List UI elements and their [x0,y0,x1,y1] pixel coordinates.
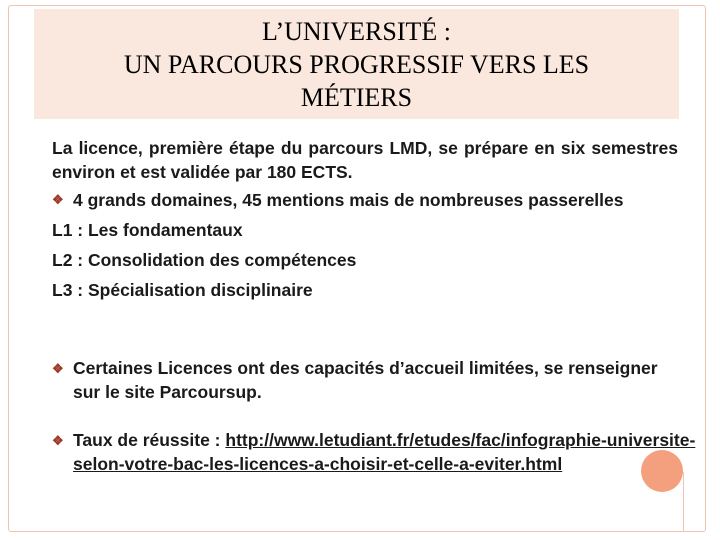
title-line-2: UN PARCOURS PROGRESSIF VERS LES [123,50,590,79]
levels-list [52,218,678,302]
decorative-circle [641,450,683,492]
capacity-text: Certaines Licences ont des capacités d’accueil limitées, se renseigner sur le site Parcoursup. [73,358,658,402]
level-l3: L3 : Spécialisation disciplinaire [52,280,313,300]
decorative-line [683,472,684,532]
slide-title [34,15,679,114]
diamond-bullet-icon: ❖ [52,192,64,207]
intro-paragraph: La licence, première étape du parcours LMD, se prépare en six semestres environ et est validée par 180 ECTS. [52,138,678,182]
domains-bullet [52,188,678,212]
level-l1: L1 : Les fondamentaux [52,220,243,240]
success-rate-link[interactable]: http://www.letudiant.fr/etudes/fac/infographie-universite-selon-votre-bac-les-licences-a-choisir-et-celle-a-eviter.html [73,430,696,474]
success-rate-label: Taux de réussite : [73,430,226,450]
title-box [34,9,679,119]
slide-body [52,136,696,474]
title-line-1: L’UNIVERSITÉ : [262,17,451,46]
capacity-bullet [52,356,673,404]
level-l2: L2 : Consolidation des compétences [52,250,357,270]
diamond-bullet-icon: ❖ [52,433,64,448]
success-rate-bullet [52,428,713,476]
domains-text: 4 grands domaines, 45 mentions mais de nombreuses passerelles [73,190,624,210]
diamond-bullet-icon: ❖ [52,361,64,376]
title-line-3: MÉTIERS [300,83,413,112]
